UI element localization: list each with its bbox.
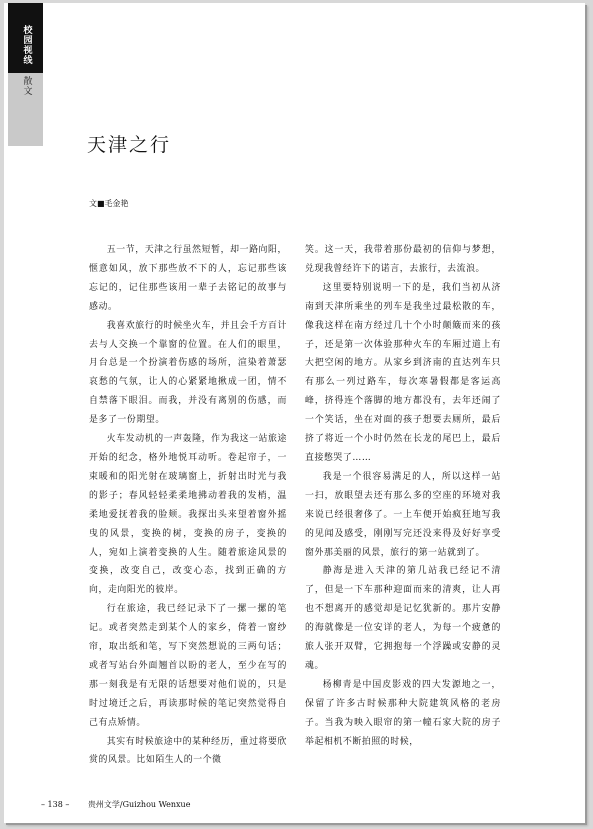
body-column-right xyxy=(305,241,501,751)
paragraph: 静海是进入天津的第几站我已经记不清了，但是一下车那种迎面而来的清爽，让人再也不想离开的感觉却是记忆犹新的。那片安静的海就像是一位安详的老人，为每一个疲惫的旅人张开双臂，它拥抱每一个浮躁或安静的灵魂。 xyxy=(305,566,501,671)
category-label: 散文 xyxy=(23,77,33,97)
column-label: 校园视线 xyxy=(23,26,33,66)
article-title: 天津之行 xyxy=(87,134,172,156)
magazine-page xyxy=(4,3,585,823)
paragraph: 行在旅途，我已经记录下了一摞一摞的笔记。或者突然走到某个人的家乡，倚着一窗纱帘，取出纸和笔，写下突然想说的三两句话；或者写站台外面翘首以盼的老人，至少在写的那一刻我是有无限的话想要对他们说的，只是时过境迁之后，再读那时候的笔记突然觉得自己有点矫情。 xyxy=(89,604,287,728)
journal-name: 贵州文学/Guizhou Wenxue xyxy=(87,800,191,809)
section-side-tab xyxy=(8,3,43,146)
paragraph: 火车发动机的一声轰隆，作为我这一站旅途开始的纪念，格外地悦耳动听。卷起帘子，一束暖和的阳光射在玻璃窗上，折射出时光与我的影子；春风轻轻柔柔地拂动着我的发梢，温柔地爱抚着我的脸颊。我探出头来望着窗外摇曳的风景，变换的树，变换的房子，变换的人，宛如上演着变换的人生。随着旅途风景的变换，改变自己，改变心态，找到正确的方向，走向阳光的彼岸。 xyxy=(89,434,287,596)
column-label-block xyxy=(8,3,43,73)
paragraph: 这里要特别说明一下的是，我们当初从济南到天津所乘坐的列车是我坐过最松散的车，像我这样在南方经过几十个小时颠簸而来的孩子，还是第一次体验那种火车的车厢过道上有大把空闲的地方。从家乡到济南的直达列车只有那么一列过路车，每次寒暑假都是客运高峰，挤得连个落脚的地方都没有，去年还闹了一个笑话，坐在对面的孩子想要去厕所，最后挤了将近一个小时仍然在长龙的尾巴上，最后直接憋哭了…… xyxy=(305,282,501,463)
paragraph: 其实有时候旅途中的某种经历，重过将要欣赏的风景。比如陌生人的一个微 xyxy=(89,736,287,766)
article-byline: 文■毛金艳 xyxy=(89,199,129,208)
paragraph: 我喜欢旅行的时候坐火车，并且会千方百计去与人交换一个靠窗的位置。在人们的眼里，月台总是一个扮演着伤感的场所，渲染着萧瑟哀愁的气氛，让人的心紧紧地揪成一团，情不自禁落下眼泪。而我，并没有离别的伤感，而是多了一份期望。 xyxy=(89,320,287,426)
paragraph: 五一节，天津之行虽然短暂，却一路向阳，惬意如风，放下那些放不下的人，忘记那些该忘记的，记住那些该用一辈子去铭记的故事与感动。 xyxy=(89,245,287,312)
page-number: – 138 – xyxy=(41,800,70,809)
page-footer xyxy=(41,799,190,810)
category-label-block xyxy=(8,73,43,146)
paragraph: 杨柳青是中国皮影戏的四大发源地之一，保留了许多古时候那种大院建筑风格的老房子。当我为映入眼帘的第一幢石家大院的房子举起相机不断拍照的时候， xyxy=(305,679,501,747)
paragraph-continued: 笑。这一天，我带着那份最初的信仰与梦想，兑现我曾经许下的诺言，去旅行，去流浪。 xyxy=(305,245,501,274)
paragraph: 我是一个很容易满足的人，所以这样一站一扫，放眼望去还有那么多的空座的环境对我来说已经很奢侈了。一上车便开始疯狂地写我的见闻及感受，刚刚写完还没来得及好好享受窗外那美丽的风景，旅行的第一站就到了。 xyxy=(305,471,501,558)
body-column-left xyxy=(89,241,287,770)
